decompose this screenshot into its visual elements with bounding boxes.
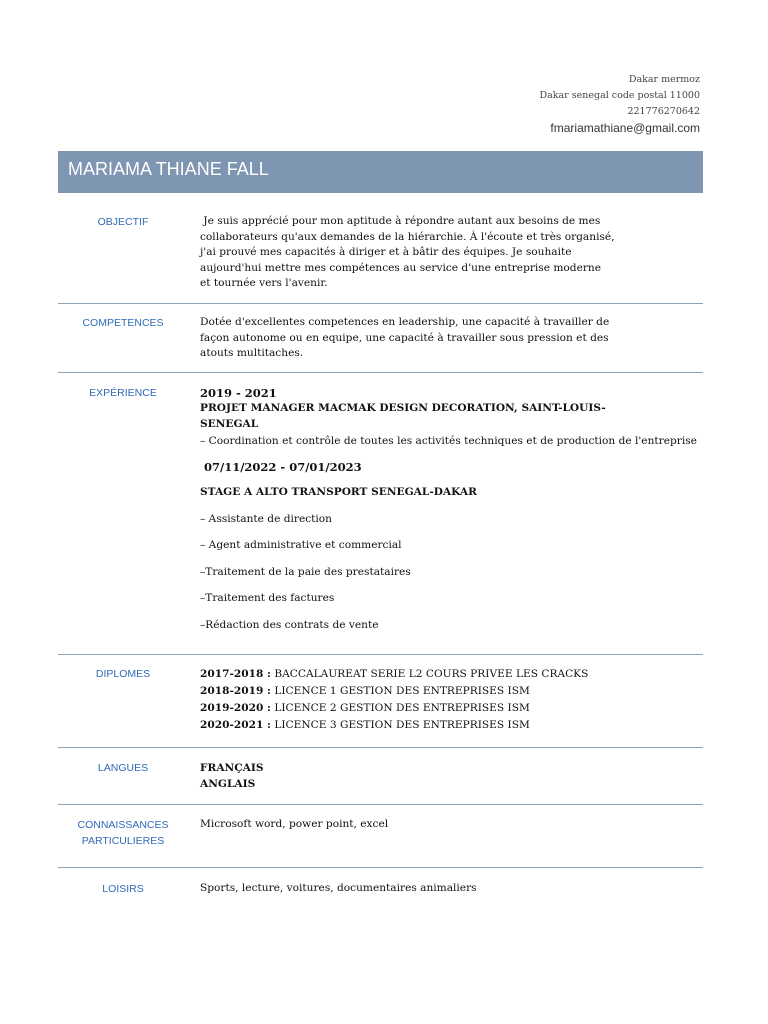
diploma-text: LICENCE 1 GESTION DES ENTREPRISES ISM <box>270 685 530 697</box>
section-divider <box>58 654 703 655</box>
name-header: MARIAMA THIANE FALL <box>58 151 703 193</box>
experience-content <box>200 385 700 633</box>
diploma-year: 2017-2018 : <box>200 668 271 680</box>
email-address[interactable]: fmariamathiane@gmail.com <box>550 121 700 135</box>
language-item: FRANÇAIS <box>200 762 264 774</box>
section-label-diplomes: DIPLOMES <box>95 668 151 680</box>
job-2-task: – Assistante de direction <box>200 512 333 525</box>
section-label-line: CONNAISSANCES <box>77 819 169 831</box>
section-label-line: PARTICULIERES <box>81 835 165 847</box>
section-label-loisirs: LOISIRS <box>102 883 144 895</box>
phone-number: 221776270642 <box>627 106 700 117</box>
diploma-year: 2018-2019 : <box>200 685 271 697</box>
objectif-line: et tournée vers l'avenir. <box>200 277 328 289</box>
job-2-task: –Traitement des factures <box>200 592 335 604</box>
job-1-dates: 2019 - 2021 <box>200 386 277 400</box>
diplomes-list <box>200 666 700 734</box>
section-label-experience: EXPÉRIENCE <box>89 387 157 399</box>
section-divider <box>58 747 703 748</box>
section-divider <box>58 804 703 805</box>
job-2-task: –Traitement de la paie des prestataires <box>200 565 411 578</box>
loisirs-text: Sports, lecture, voitures, documentaires animaliers <box>200 882 477 894</box>
objectif-line: collaborateurs qu'aux demandes de la hiérarchie. À l'écoute et très organisé, <box>200 230 615 243</box>
diploma-text: LICENCE 3 GESTION DES ENTREPRISES ISM <box>270 719 530 731</box>
diploma-text: LICENCE 2 GESTION DES ENTREPRISES ISM <box>270 702 530 714</box>
job-2-dates: 07/11/2022 - 07/01/2023 <box>200 459 362 474</box>
connaissances-text: Microsoft word, power point, excel <box>200 818 389 830</box>
diploma-item <box>200 700 700 717</box>
diploma-item <box>200 683 700 700</box>
address-line-2: Dakar senegal code postal 11000 <box>539 90 700 101</box>
job-2-task: –Rédaction des contrats de vente <box>200 618 379 631</box>
diploma-item <box>200 717 700 734</box>
section-divider <box>58 867 703 868</box>
diploma-year: 2019-2020 : <box>200 702 271 714</box>
job-2-title: STAGE A ALTO TRANSPORT SENEGAL-DAKAR <box>200 486 477 498</box>
competences-line: façon autonome ou en equipe, une capacité à travailler sous pression et des <box>200 331 609 344</box>
address-line-1: Dakar mermoz <box>628 74 700 85</box>
job-2-task: – Agent administrative et commercial <box>200 539 402 551</box>
job-1-title-line-2: SENEGAL <box>200 417 259 430</box>
section-label-objectif: OBJECTIF <box>97 216 149 228</box>
competences-text <box>200 315 700 362</box>
objectif-line: j'ai prouvé mes capacités à diriger et à bâtir des équipes. Je souhaite <box>200 246 572 258</box>
objectif-line: aujourd'hui mettre mes compétences au service d'une entreprise moderne <box>200 261 602 274</box>
competences-line: atouts multitaches. <box>200 347 304 359</box>
objectif-line: Je suis apprécié pour mon aptitude à répondre autant aux besoins de mes <box>200 215 601 227</box>
objectif-text <box>200 214 700 292</box>
language-item: ANGLAIS <box>200 778 256 790</box>
diploma-text: BACCALAUREAT SERIE L2 COURS PRIVEE LES CRACKS <box>270 668 589 680</box>
competences-line: Dotée d'excellentes competences en leadership, une capacité à travailler de <box>200 316 610 328</box>
section-label-competences: COMPETENCES <box>82 317 164 329</box>
diploma-year: 2020-2021 : <box>200 719 271 731</box>
langues-list <box>200 760 700 792</box>
section-label-langues: LANGUES <box>97 762 149 774</box>
section-divider <box>58 303 703 304</box>
job-1-title-line-1: PROJET MANAGER MACMAK DESIGN DECORATION, SAINT-LOUIS- <box>200 402 606 414</box>
section-divider <box>58 372 703 373</box>
contact-block <box>539 72 700 136</box>
job-1-description: – Coordination et contrôle de toutes les activités techniques et de production de l'entreprise <box>200 435 697 447</box>
section-label-connaissances <box>58 817 188 849</box>
diploma-item <box>200 666 700 683</box>
